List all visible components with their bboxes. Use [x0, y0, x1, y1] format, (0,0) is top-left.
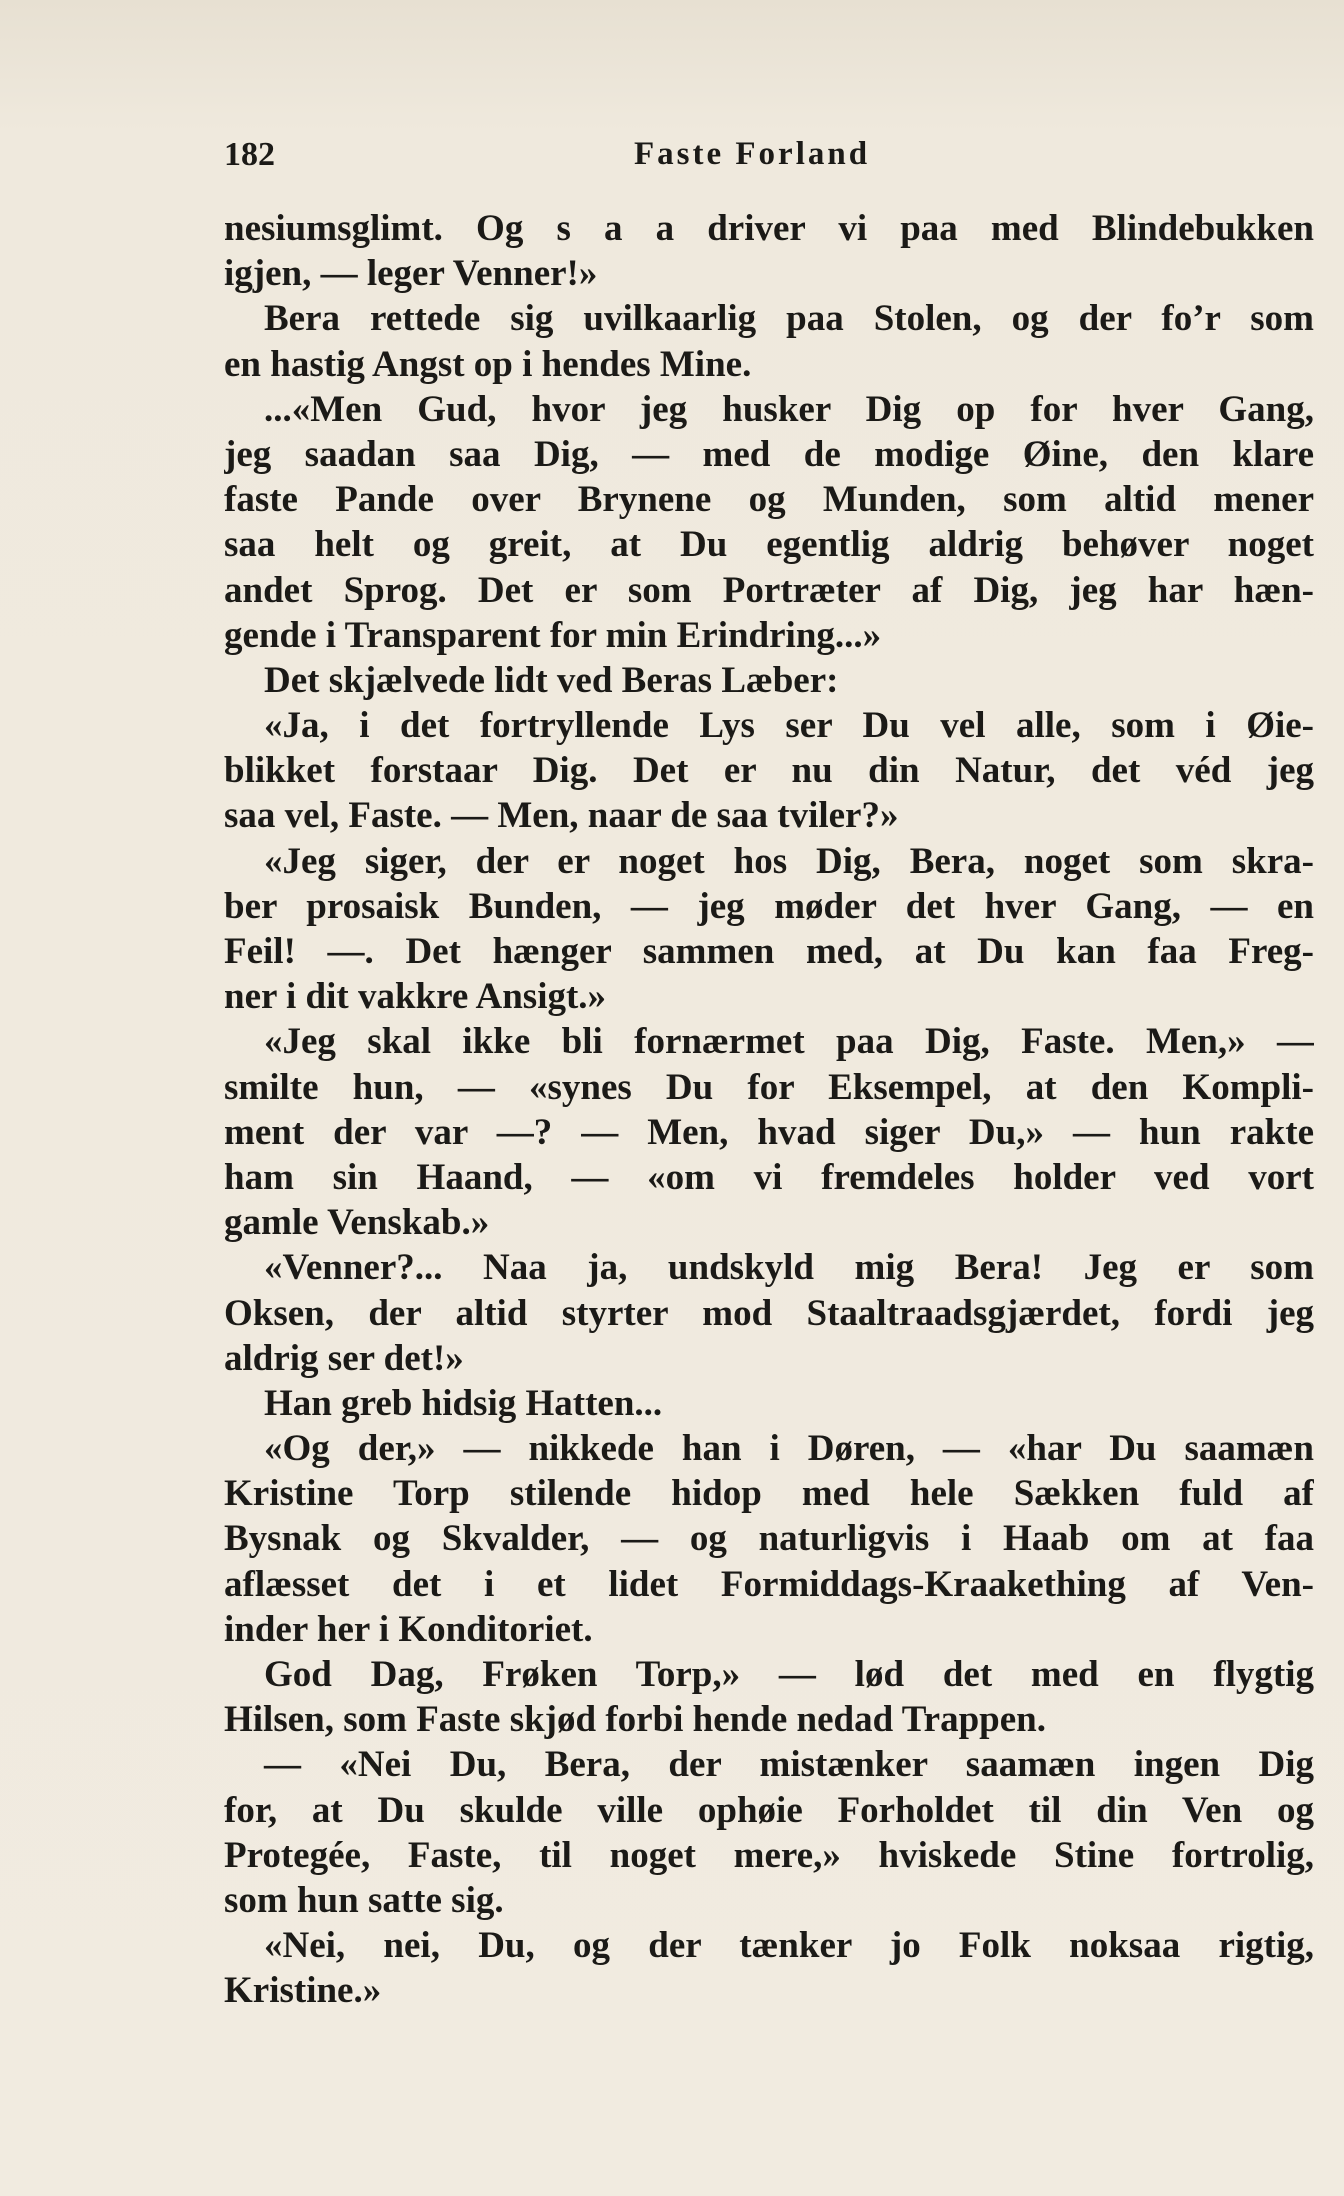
- text-line: God Dag, Frøken Torp,» — lød det med en flygtig: [264, 1654, 1314, 1695]
- text-line: aldrig ser det!»: [224, 1337, 464, 1379]
- text-line: Kristine.»: [224, 1970, 382, 2012]
- text-line: igjen, — leger Venner!»: [224, 253, 598, 295]
- text-line: blikket forstaar Dig. Det er nu din Natur, det véd jeg: [224, 750, 1314, 792]
- text-line: som hun satte sig.: [224, 1879, 504, 1921]
- text-line: inder her i Konditoriet.: [224, 1608, 593, 1650]
- text-line: Protegée, Faste, til noget mere,» hviskede Stine fortrolig,: [224, 1834, 1314, 1876]
- text-line: Feil! —. Det hænger sammen med, at Du kan faa Freg-: [224, 931, 1314, 972]
- text-line: jeg saadan saa Dig, — med de modige Øine, den klare: [224, 433, 1314, 475]
- body-text: [224, 206, 1314, 2014]
- text-line: Oksen, der altid styrter mod Staaltraadsgjærdet, fordi jeg: [224, 1292, 1314, 1334]
- page-number: 182: [224, 136, 275, 173]
- page-header: [224, 136, 1314, 186]
- running-title: Faste Forland: [634, 136, 871, 172]
- text-line: ner i dit vakkre Ansigt.»: [224, 976, 607, 1018]
- text-line: faste Pande over Brynene og Munden, som altid mener: [224, 479, 1314, 521]
- text-line: ...«Men Gud, hvor jeg husker Dig op for hver Gang,: [264, 388, 1314, 430]
- text-line: — «Nei Du, Bera, der mistænker saamæn ingen Dig: [264, 1744, 1314, 1786]
- text-line: ham sin Haand, — «om vi fremdeles holder ved vort: [224, 1156, 1314, 1198]
- text-line: «Jeg skal ikke bli fornærmet paa Dig, Faste. Men,» —: [264, 1021, 1314, 1063]
- text-line: «Jeg siger, der er noget hos Dig, Bera, noget som skra-: [264, 840, 1314, 882]
- text-line: Hilsen, som Faste skjød forbi hende nedad Trappen.: [224, 1699, 1047, 1741]
- text-line: ber prosaisk Bunden, — jeg møder det hver Gang, — en: [224, 885, 1314, 927]
- text-line: smilte hun, — «synes Du for Eksempel, at den Kompli-: [224, 1066, 1314, 1108]
- text-line: «Nei, nei, Du, og der tænker jo Folk noksaa rigtig,: [264, 1925, 1314, 1967]
- text-line: «Og der,» — nikkede han i Døren, — «har Du saamæn: [264, 1428, 1314, 1470]
- text-line: Bysnak og Skvalder, — og naturligvis i Haab om at faa: [224, 1518, 1314, 1560]
- text-line: gende i Transparent for min Erindring...»: [224, 614, 882, 656]
- text-line: «Venner?... Naa ja, undskyld mig Bera! Jeg er som: [264, 1247, 1314, 1289]
- text-line: Kristine Torp stilende hidop med hele Sækken fuld af: [224, 1473, 1314, 1515]
- text-line: ment der var —? — Men, hvad siger Du,» — hun rakte: [224, 1111, 1314, 1153]
- text-line: saa helt og greit, at Du egentlig aldrig behøver noget: [224, 524, 1314, 566]
- text-line: Det skjælvede lidt ved Beras Læber:: [264, 659, 839, 701]
- text-line: nesiumsglimt. Og s a a driver vi paa med Blindebukken: [224, 208, 1314, 249]
- text-line: gamle Venskab.»: [224, 1202, 490, 1244]
- text-line: saa vel, Faste. — Men, naar de saa tviler?»: [224, 795, 899, 837]
- text-line: aflæsset det i et lidet Formiddags-Kraakething af Ven-: [224, 1563, 1314, 1605]
- text-line: Han greb hidsig Hatten...: [264, 1382, 663, 1424]
- text-line: for, at Du skulde ville ophøie Forholdet til din Ven og: [224, 1789, 1314, 1831]
- text-line: andet Sprog. Det er som Portræter af Dig, jeg har hæn-: [224, 569, 1314, 611]
- text-line: Bera rettede sig uvilkaarlig paa Stolen, og der fo’r som: [264, 298, 1314, 340]
- text-line: «Ja, i det fortryllende Lys ser Du vel alle, som i Øie-: [264, 705, 1314, 747]
- text-line: en hastig Angst op i hendes Mine.: [224, 343, 752, 385]
